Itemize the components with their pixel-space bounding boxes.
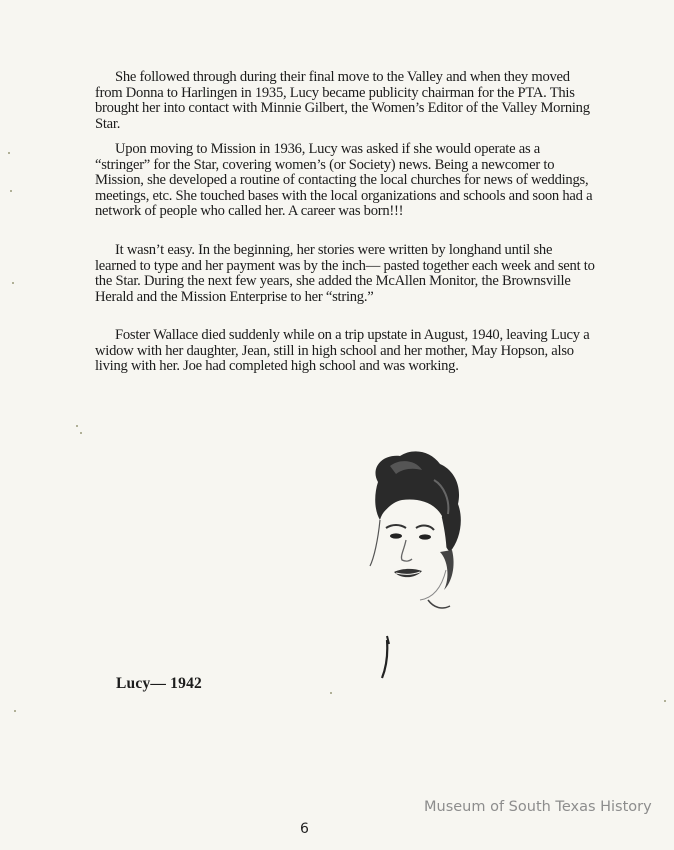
paper-speck — [14, 710, 16, 712]
paragraph-1: She followed through during their final move to the Valley and when they moved from Donna to Harlingen in 1935, Lucy became publicity chairman for the PTA. This brought her into contact with Minnie Gilbert, the Women’s Editor of the Valley Morning Star. — [95, 69, 590, 132]
paper-speck — [330, 692, 332, 694]
paper-speck — [76, 425, 78, 427]
paragraph-2: Upon moving to Mission in 1936, Lucy was asked if she would operate as a “stringer” for the Star, covering women’s (or Society) news. Being a newcomer to Mission, she developed a routine of contacting the local churches for news of weddings, meetings, etc. She touched bases with the local organizations and schools and soon had a network of people who called her. A career was born!!! — [95, 141, 593, 220]
paragraph-3: It wasn’t easy. In the beginning, her stories were written by longhand until she learned to type and her payment was by the inch— pasted together each week and sent to the Star. During the next few years, she added the McAllen Monitor, the Brownsville Herald and the Mission Enterprise to her “string.” — [95, 242, 595, 305]
lucy-portrait-photo — [330, 440, 490, 710]
paper-speck — [664, 700, 666, 702]
page-number: 6 — [300, 821, 309, 837]
paper-speck — [12, 282, 14, 284]
paper-speck — [80, 432, 82, 434]
museum-watermark: Museum of South Texas History — [424, 799, 652, 815]
paper-speck — [8, 152, 10, 154]
photo-caption: Lucy— 1942 — [116, 675, 202, 692]
paper-speck — [10, 190, 12, 192]
paragraph-4: Foster Wallace died suddenly while on a trip upstate in August, 1940, leaving Lucy a widow with her daughter, Jean, still in high school and her mother, May Hopson, also living with her. Joe had completed high school and was working. — [95, 327, 590, 375]
